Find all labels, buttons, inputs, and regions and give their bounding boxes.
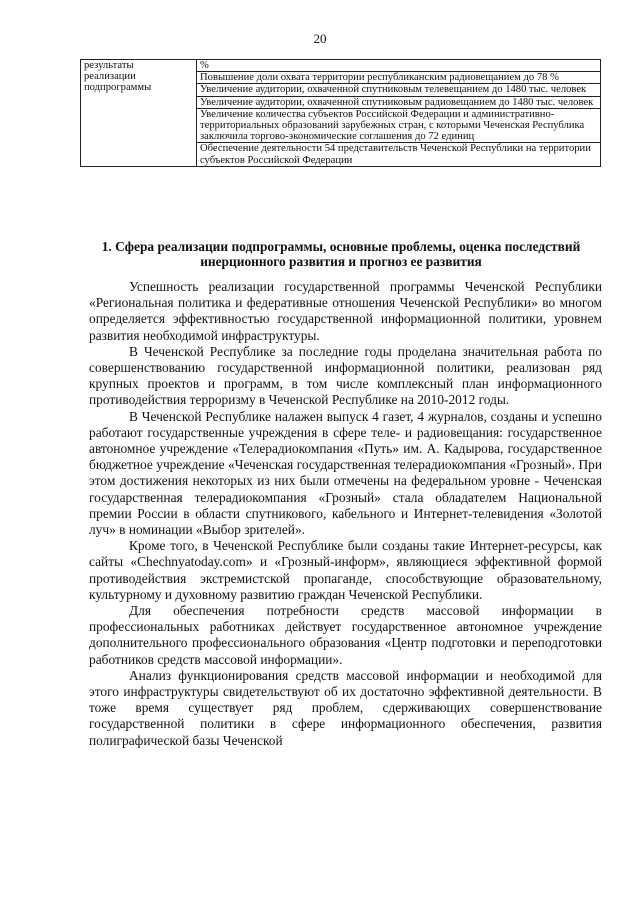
section-body xyxy=(89,279,602,749)
page-number: 20 xyxy=(313,31,327,46)
results-row-satellite-radio: Увеличение аудитории, охваченной спутниковым радиовещанием до 1480 тыс. человек xyxy=(197,96,601,108)
table-row xyxy=(81,60,601,72)
section-heading: 1. Сфера реализации подпрограммы, основные проблемы, оценка последствий инерционного развития и прогноз ее развития xyxy=(101,239,581,269)
results-row-representations: Обеспечение деятельности 54 представительств Чеченской Республики на территории субъектов Российской Федерации xyxy=(197,143,601,166)
paragraph: В Чеченской Республике за последние годы проделана значительная работа по совершенствованию государственной информационной политики, реализован ряд крупных проектов и программ, в том числе комплексный план информационного противодействия терроризму в Чеченской Республике на 2010-2012 годы. xyxy=(89,343,602,408)
results-row-satellite-tv: Увеличение аудитории, охваченной спутниковым телевещанием до 1480 тыс. человек xyxy=(197,84,601,96)
results-label-line: реализации xyxy=(84,71,136,83)
paragraph: В Чеченской Республике налажен выпуск 4 газет, 4 журналов, созданы и успешно работают государственные учреждения в сфере теле- и радиовещания: государственное автономное учреждение «Телерадиокомпания «Путь» им. А. Кадырова, государственное бюджетное учреждение «Чеченская государственная телерадиокомпания «Грозный». При этом достижения некоторых из них были отмечены на федеральном уровне - Чеченская государственная телерадиокомпания «Грозный» стала обладателем Национальной премии России в области спутникового, кабельного и Интернет-телевидения «Золотой луч» в номинации «Выбор зрителей». xyxy=(89,408,602,538)
paragraph: Анализ функционирования средств массовой информации и необходимой для этого инфраструктуры свидетельствуют об их достаточно эффективной деятельности. В тоже время существует ряд проблем, сдерживающих совершенствование государственной политики в сфере информационного обеспечения, развития полиграфической базы Чеченской xyxy=(89,667,602,748)
results-row-unit: % xyxy=(197,60,601,72)
results-label-line: результаты xyxy=(84,60,134,71)
results-row-trade-agreements: Увеличение количества субъектов Российской Федерации и административно-территориальных образований зарубежных стран, с которыми Чеченская Республика заключила торгово-экономические соглашения до 72 единиц xyxy=(197,108,601,143)
paragraph: Кроме того, в Чеченской Республике были созданы такие Интернет-ресурсы, как сайты «Chechnyatoday.com» и «Грозный-информ», являющиеся эффективной формой противодействия экстремистской пропаганде, способствующие образовательному, культурному и духовному развитию граждан Чеченской Республики. xyxy=(89,538,602,602)
results-label-line: подпрограммы xyxy=(84,82,152,94)
results-table xyxy=(80,59,601,167)
paragraph: Для обеспечения потребности средств массовой информации в профессиональных работниках действует государственное автономное учреждение дополнительного профессионального образования «Центр подготовки и переподготовки работников средств массовой информации». xyxy=(89,603,602,667)
results-label-cell xyxy=(81,60,197,167)
results-row-radio-coverage: Повышение доли охвата территории республиканским радиовещанием до 78 % xyxy=(197,72,601,84)
paragraph: Успешность реализации государственной программы Чеченской Республики «Региональная политика и федеративные отношения Чеченской Республики» во многом определяется эффективностью государственной информационной политики, уровнем развития необходимой инфраструктуры. xyxy=(89,279,602,343)
